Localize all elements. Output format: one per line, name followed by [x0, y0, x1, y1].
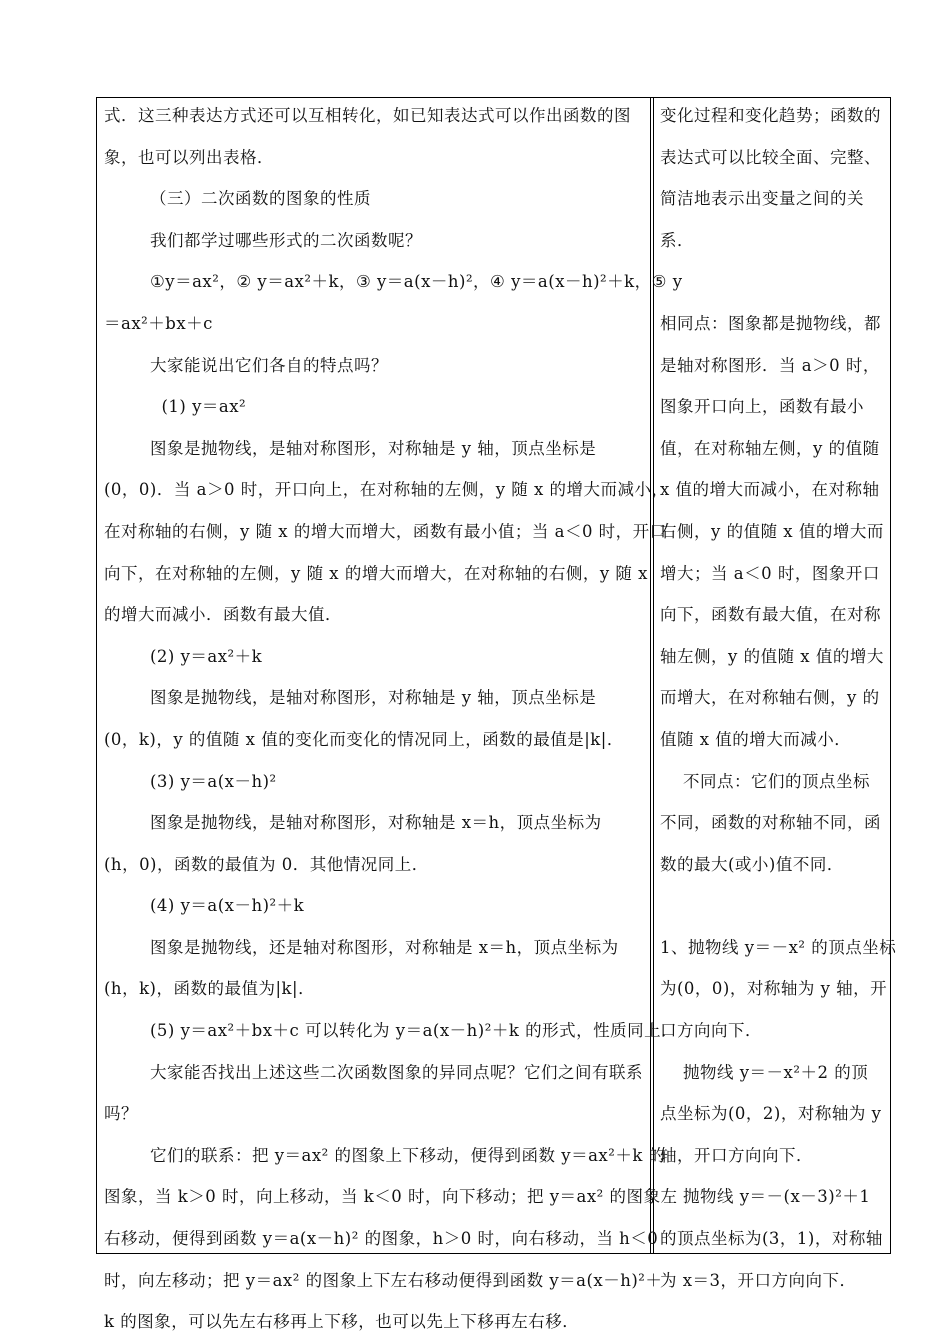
text-line: x 值的增大而减小，在对称轴 — [660, 480, 880, 500]
text-line: 图象开口向上，函数有最小 — [660, 397, 864, 417]
blank-line — [660, 261, 886, 303]
text-line: 图象是抛物线，是轴对称图形，对称轴是 y 轴，顶点坐标是 — [104, 438, 597, 458]
formula-heading: (2) y＝ax²＋k — [104, 646, 263, 666]
text-line: 相同点：图象都是抛物线，都 — [660, 313, 881, 333]
text-line: 向下，函数有最大值，在对称 — [660, 605, 881, 625]
text-line: (0，0)．当 a＞0 时，开口向上，在对称轴的左侧，y 随 x 的增大而减小， — [104, 480, 669, 500]
text-line: 它们的联系：把 y＝ax² 的图象上下移动，便得到函数 y＝ax²＋k 的 — [104, 1145, 666, 1165]
text-line: 系． — [660, 230, 694, 250]
text-line: 变化过程和变化趋势；函数的 — [660, 106, 881, 125]
text-line: 图象是抛物线，还是轴对称图形，对称轴是 x＝h，顶点坐标为 — [104, 937, 619, 957]
column-divider — [650, 97, 651, 1254]
text-line: 为(0，0)，对称轴为 y 轴，开 — [660, 979, 888, 999]
text-line: 我们都学过哪些形式的二次函数呢？ — [104, 230, 422, 250]
text-line: 的增大而减小．函数有最大值． — [104, 605, 342, 625]
text-line: 图象，当 k＞0 时，向上移动，当 k＜0 时，向下移动；把 y＝ax² 的图象左 — [104, 1187, 678, 1207]
text-line: 大家能否找出上述这些二次函数图象的异同点呢？它们之间有联系 — [104, 1062, 643, 1082]
text-line: 轴左侧，y 的值随 x 值的增大 — [660, 646, 884, 666]
text-line: 吗？ — [104, 1104, 138, 1124]
blank-line — [660, 885, 886, 927]
text-line: 1、抛物线 y＝－x² 的顶点坐标 — [660, 937, 897, 957]
text-line: 口方向向下． — [660, 1021, 762, 1041]
text-line: (h，0)，函数的最值为 0．其他情况同上． — [104, 854, 429, 874]
text-line: 抛物线 y＝－x²＋2 的顶 — [660, 1062, 869, 1082]
text-line: 值随 x 值的增大而减小． — [660, 729, 852, 749]
text-line: 的顶点坐标为(3，1)，对称轴 — [660, 1229, 883, 1249]
formula-heading: (3) y＝a(x－h)² — [104, 771, 277, 791]
text-line: 抛物线 y＝－(x－3)²＋1 — [660, 1187, 871, 1207]
text-line: 式．这三种表达方式还可以互相转化，如已知表达式可以作出函数的图 — [104, 106, 631, 125]
formula-heading: (4) y＝a(x－h)²＋k — [104, 896, 305, 916]
text-line: 在对称轴的右侧，y 随 x 的增大而增大，函数有最小值；当 a＜0 时，开口 — [104, 521, 667, 541]
text-line: 点坐标为(0，2)，对称轴为 y — [660, 1104, 882, 1124]
column-divider-inner — [653, 97, 654, 1254]
left-column — [104, 95, 683, 1343]
text-line: 右移动，便得到函数 y＝a(x－h)² 的图象，h＞0 时，向右移动，当 h＜0 — [104, 1229, 659, 1249]
formula-line: ①y＝ax²，② y＝ax²＋k，③ y＝a(x－h)²，④ y＝a(x－h)²＋k，⑤ y — [104, 272, 683, 292]
text-line: 时，向左移动；把 y＝ax² 的图象上下左右移动便得到函数 y＝a(x－h)²＋ — [104, 1270, 663, 1290]
text-line: 而增大，在对称轴右侧，y 的 — [660, 688, 880, 708]
text-line: 象，也可以列出表格． — [104, 147, 274, 167]
text-line: 大家能说出它们各自的特点吗？ — [104, 355, 388, 375]
text-line: 简洁地表示出变量之间的关 — [660, 189, 864, 209]
formula-heading: (5) y＝ax²＋bx＋c 可以转化为 y＝a(x－h)²＋k 的形式，性质同上． — [104, 1021, 679, 1041]
text-line: (0，k)，y 的值随 x 值的变化而变化的情况同上，函数的最值是|k|． — [104, 729, 624, 749]
text-line: 数的最大(或小)值不同． — [660, 854, 844, 874]
right-column — [660, 95, 897, 1301]
text-line: (h，k)，函数的最值为|k|． — [104, 979, 316, 999]
text-line: 向下，在对称轴的左侧，y 随 x 的增大而增大，在对称轴的右侧，y 随 x — [104, 563, 648, 583]
text-line: 增大；当 a＜0 时，图象开口 — [660, 563, 880, 583]
text-line: 为 x＝3，开口方向向下． — [660, 1270, 857, 1290]
text-line: 图象是抛物线，是轴对称图形，对称轴是 y 轴，顶点坐标是 — [104, 688, 597, 708]
text-line: 轴，开口方向向下． — [660, 1145, 813, 1165]
text-line: k 的图象，可以先左右移再上下移，也可以先上下移再左右移． — [104, 1312, 580, 1332]
text-line: 表达式可以比较全面、完整、 — [660, 147, 881, 167]
text-line: 值，在对称轴左侧，y 的值随 — [660, 438, 880, 458]
formula-line: ＝ax²＋bx＋c — [104, 313, 213, 333]
formula-heading: (1) y＝ax² — [104, 397, 247, 417]
text-line: 右侧，y 的值随 x 值的增大而 — [660, 521, 884, 541]
text-line: 不同点：它们的顶点坐标 — [660, 771, 870, 791]
text-line: 不同，函数的对称轴不同，函 — [660, 813, 881, 833]
text-line: 图象是抛物线，是轴对称图形，对称轴是 x＝h，顶点坐标为 — [104, 813, 602, 833]
text-line: 是轴对称图形．当 a＞0 时， — [660, 355, 880, 375]
section-heading: （三）二次函数的图象的性质 — [104, 189, 371, 209]
